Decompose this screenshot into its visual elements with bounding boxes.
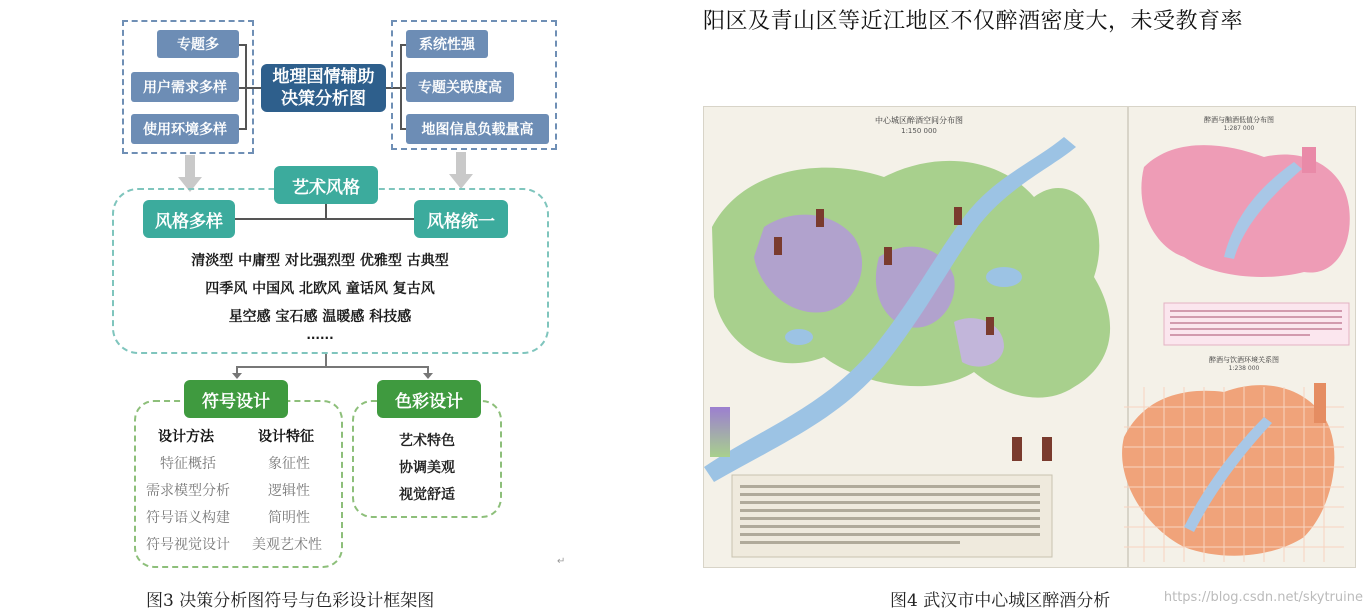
figure-4-caption: 图4 武汉市中心城区醉酒分析 (890, 591, 1111, 611)
style-row: 四季风 中国风 北欧风 童话风 复古风 (205, 281, 435, 297)
color-design-box: 色彩设计 (377, 380, 481, 418)
art-style-box: 艺术风格 (274, 166, 378, 204)
connector-line (239, 87, 261, 89)
color-design-item: 艺术特色 (399, 433, 455, 449)
style-row: 星空感 宝石感 温暖感 科技感 (228, 309, 412, 325)
pink-map-scale: 1:287 000 (1223, 125, 1255, 132)
color-design-item: 视觉舒适 (399, 487, 455, 503)
bottle-icon (986, 317, 994, 335)
panel-divider (1127, 107, 1129, 568)
design-method-item: 符号视觉设计 (146, 537, 230, 553)
connector-line (236, 366, 428, 368)
lake (986, 267, 1022, 287)
design-features-heading: 设计特征 (258, 429, 314, 445)
connector-line (239, 128, 247, 130)
center-title-box (261, 64, 386, 112)
figure-4-map (703, 106, 1356, 568)
bottle-icon (1042, 437, 1052, 461)
return-mark: ↵ (557, 556, 566, 567)
attr-topic-correlation: 专题关联度高 (406, 72, 514, 102)
legend-bar (710, 407, 730, 457)
arrow-down-icon (230, 366, 244, 380)
connector-line (325, 354, 327, 366)
center-title-line2: 决策分析图 (281, 89, 366, 109)
attr-systematic: 系统性强 (406, 30, 488, 58)
main-map-scale: 1:150 000 (901, 127, 937, 135)
attr-user-needs: 用户需求多样 (131, 72, 239, 102)
design-method-item: 符号语义构建 (146, 510, 230, 526)
center-title-line1: 地理国情辅助 (272, 67, 375, 87)
body-text-line: 阳区及青山区等近江地区不仅醉酒密度大，未受教育率 (703, 9, 1244, 34)
symbol-design-box: 符号设计 (184, 380, 288, 418)
bottle-icon (954, 207, 962, 225)
design-method-item: 需求模型分析 (146, 483, 230, 499)
down-arrow-icon (449, 152, 473, 190)
watermark: https://blog.csdn.net/skytruine (1163, 590, 1363, 605)
ellipsis: ...... (306, 328, 334, 342)
design-feature-item: 逻辑性 (268, 483, 310, 499)
arrow-down-icon (421, 366, 435, 380)
legend-bar (1314, 383, 1326, 423)
design-method-item: 特征概括 (160, 456, 216, 472)
attr-topics-many: 专题多 (157, 30, 239, 58)
bottle-icon (884, 247, 892, 265)
connector-line (239, 44, 247, 46)
lake (785, 329, 813, 345)
main-map-title: 中心城区醉酒空间分布图 (875, 116, 963, 125)
design-feature-item: 象征性 (268, 456, 310, 472)
style-row: 清淡型 中庸型 对比强烈型 优雅型 古典型 (191, 253, 449, 269)
connector-line (245, 44, 247, 130)
style-diverse-box: 风格多样 (143, 200, 235, 238)
figure-3-caption: 图3 决策分析图符号与色彩设计框架图 (146, 591, 435, 611)
design-feature-item: 简明性 (268, 510, 310, 526)
bottle-icon (774, 237, 782, 255)
orange-map-scale: 1:238 000 (1228, 365, 1260, 372)
style-unified-box: 风格统一 (414, 200, 508, 238)
pink-map-title: 醉酒与酗酒低值分布图 (1204, 116, 1274, 124)
legend-bar (1302, 147, 1316, 173)
design-feature-item: 美观艺术性 (252, 537, 322, 553)
bottle-icon (816, 209, 824, 227)
attr-info-load: 地图信息负载量高 (406, 114, 549, 144)
map-artwork (704, 107, 1356, 568)
orange-map-title: 醉酒与饮酒环境关系图 (1209, 356, 1279, 364)
color-design-item: 协调美观 (399, 460, 455, 476)
attr-use-environment: 使用环境多样 (131, 114, 239, 144)
connector-line (325, 204, 327, 219)
design-methods-heading: 设计方法 (158, 429, 214, 445)
bottle-icon (1012, 437, 1022, 461)
